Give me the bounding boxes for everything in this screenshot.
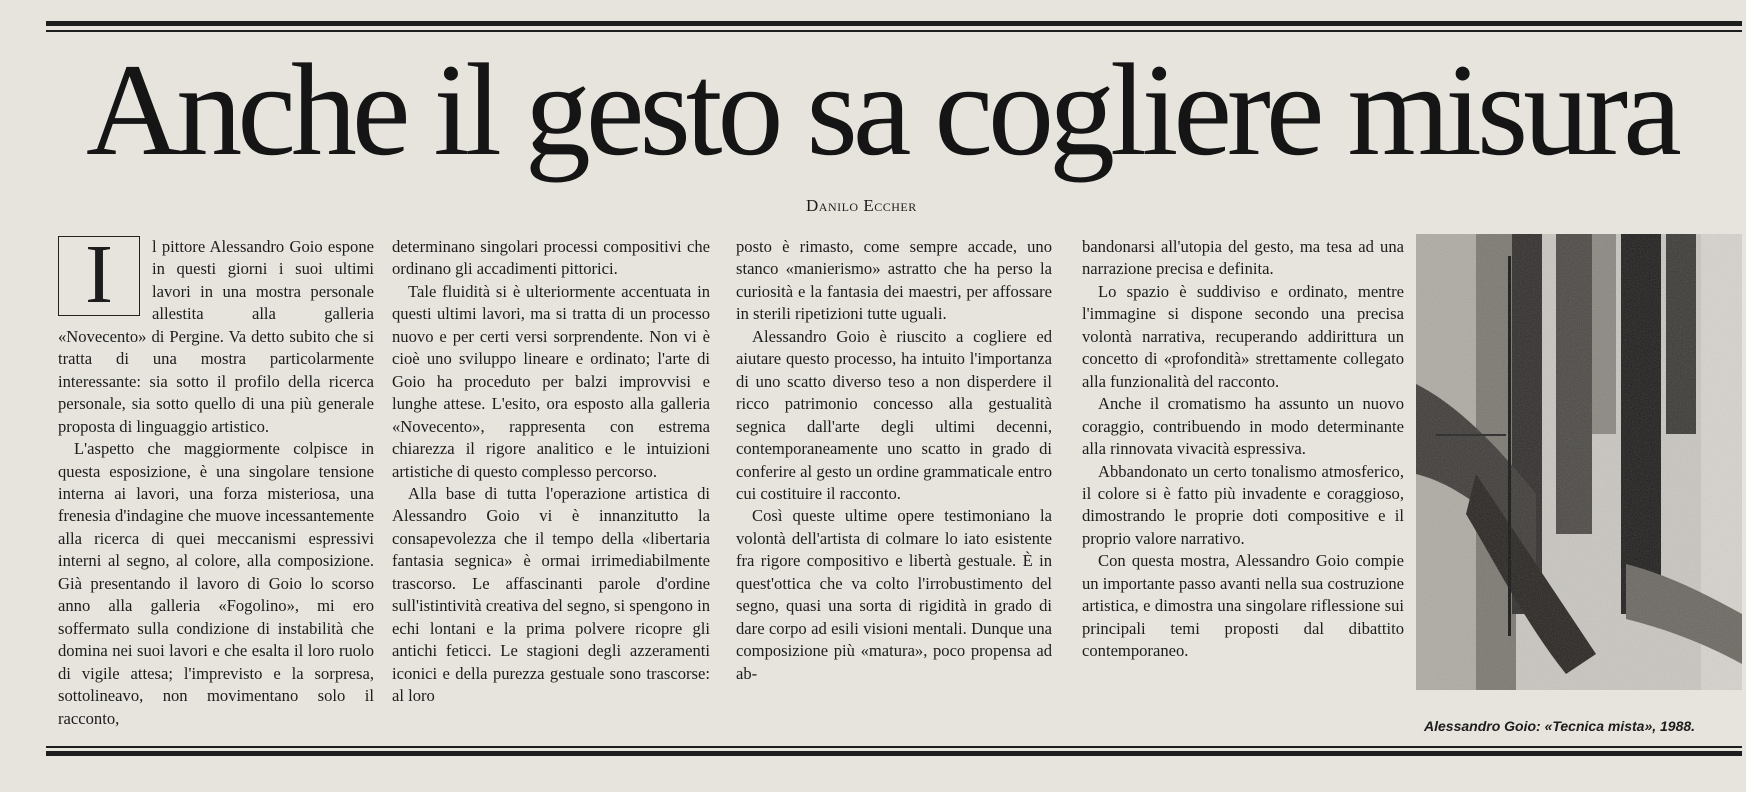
paragraph: determinano singolari processi compositivi che ordinano gli accadimenti pittorici. (392, 237, 710, 279)
artwork-caption: Alessandro Goio: «Tecnica mista», 1988. (1424, 718, 1696, 734)
paragraph: posto è rimasto, come sempre accade, uno stanco «manierismo» astratto che ha perso la curiosità e la fantasia dei maestri, per affossare in sterili ripetizioni tutte uguali. (736, 237, 1052, 324)
article-column-2 (392, 236, 710, 708)
paragraph: l pittore Alessandro Goio espone in questi giorni i suoi ultimi lavori in una mostra personale allestita alla galleria «Novecento» di Pergine. Va detto subito che si tratta di una mostra particolarmente interessante: sia sotto il profilo della ricerca personale, sia sotto quello di una più generale proposta di linguaggio artistico. (58, 237, 374, 436)
paragraph: bandonarsi all'utopia del gesto, ma tesa ad una narrazione precisa e definita. (1082, 237, 1404, 279)
background-bleed-left (4, 0, 44, 790)
bottom-rule-thin (46, 746, 1742, 748)
headline: Anche il gesto sa cogliere misura (86, 36, 1677, 183)
paragraph: Alla base di tutta l'operazione artistica di Alessandro Goio vi è innanzitutto la consapevolezza che il tempo della «libertaria fantasia segnica» è ormai irrimediabilmente trascorso. Le affascinanti parole d'ordine sull'istintività creativa del segno, si spengono in echi lontani e la prima polvere ricopre gli antichi feticci. Le stagioni degli azzeramenti iconici e della purezza gestuale sono trascorse: al loro (392, 483, 710, 706)
paragraph: L'aspetto che maggiormente colpisce in questa esposizione, è una singolare tensione interna ai lavori, una forza misteriosa, una frenesia d'indagine che muove incessantemente alla ricerca di quei meccanismi espressivi interni al segno, al colore, alla composizione. Già presentando il lavoro di Goio lo scorso anno alla galleria «Fogolino», mi ero soffermato sulla condizione di instabilità che domina nei suoi lavori e che esalta il loro ruolo di vigile attesa; l'imprevisto e la sorpresa, sottolineavo, non movimentano solo il racconto, (58, 439, 374, 728)
bottom-rule-thick (46, 751, 1742, 756)
drop-cap: I (58, 236, 140, 316)
article-column-3 (736, 236, 1052, 685)
paragraph: Lo spazio è suddiviso e ordinato, mentre l'immagine si dispone secondo una precisa volontà narrativa, recuperando addirittura un concetto di «profondità» strettamente collegato alla funzionalità del racconto. (1082, 281, 1404, 391)
article-column-4 (1082, 236, 1404, 663)
artwork-photo (1416, 234, 1742, 690)
paragraph: Abbandonato un certo tonalismo atmosferico, il colore si è fatto più invadente e coraggioso, dimostrando le proprie doti compositive e il proprio valore narrativo. (1082, 461, 1404, 548)
paragraph: Tale fluidità si è ulteriormente accentuata in questi ultimi lavori, ma si tratta di un processo nuovo e per certi versi sorprendente. Non vi è cioè uno sviluppo lineare e ordinato; l'arte di Goio ha proceduto per balzi improvvisi e lunghe attese. L'esito, ora esposto alla galleria «Novecento», rappresenta con estrema chiarezza il rigore analitico e le intuizioni artistiche di questo complesso percorso. (392, 281, 710, 481)
article-column-1 (58, 228, 374, 730)
paragraph: Con questa mostra, Alessandro Goio compie un importante passo avanti nella sua costruzione artistica, e dimostra una singolare riflessione sui principali temi proposti dal dibattito contemporaneo. (1082, 551, 1404, 661)
paragraph: Anche il cromatismo ha assunto un nuovo coraggio, contribuendo in modo determinante alla rinnovata vivacità espressiva. (1082, 394, 1404, 459)
author-byline: Danilo Eccher (806, 196, 917, 215)
paragraph: Alessandro Goio è riuscito a cogliere ed aiutare questo processo, ha intuito l'importanza di uno scatto diverso teso a non disperdere il ricco patrimonio concesso alla gestualità segnica dall'arte degli ultimi decenni, contemporaneamente uno scatto in grado di conferire al gesto un ordine grammaticale entro cui costituire il racconto. (736, 326, 1052, 503)
paragraph: Così queste ultime opere testimoniano la volontà dell'artista di colmare lo iato esistente fra rigore compositivo e libertà gestuale. È in quest'ottica che va colto l'irrobustimento del segno, quasi una sorta di rigidità in grado di dare corpo ad esili visioni mentali. Dunque una composizione più «matura», poco propensa ad ab- (736, 506, 1052, 683)
